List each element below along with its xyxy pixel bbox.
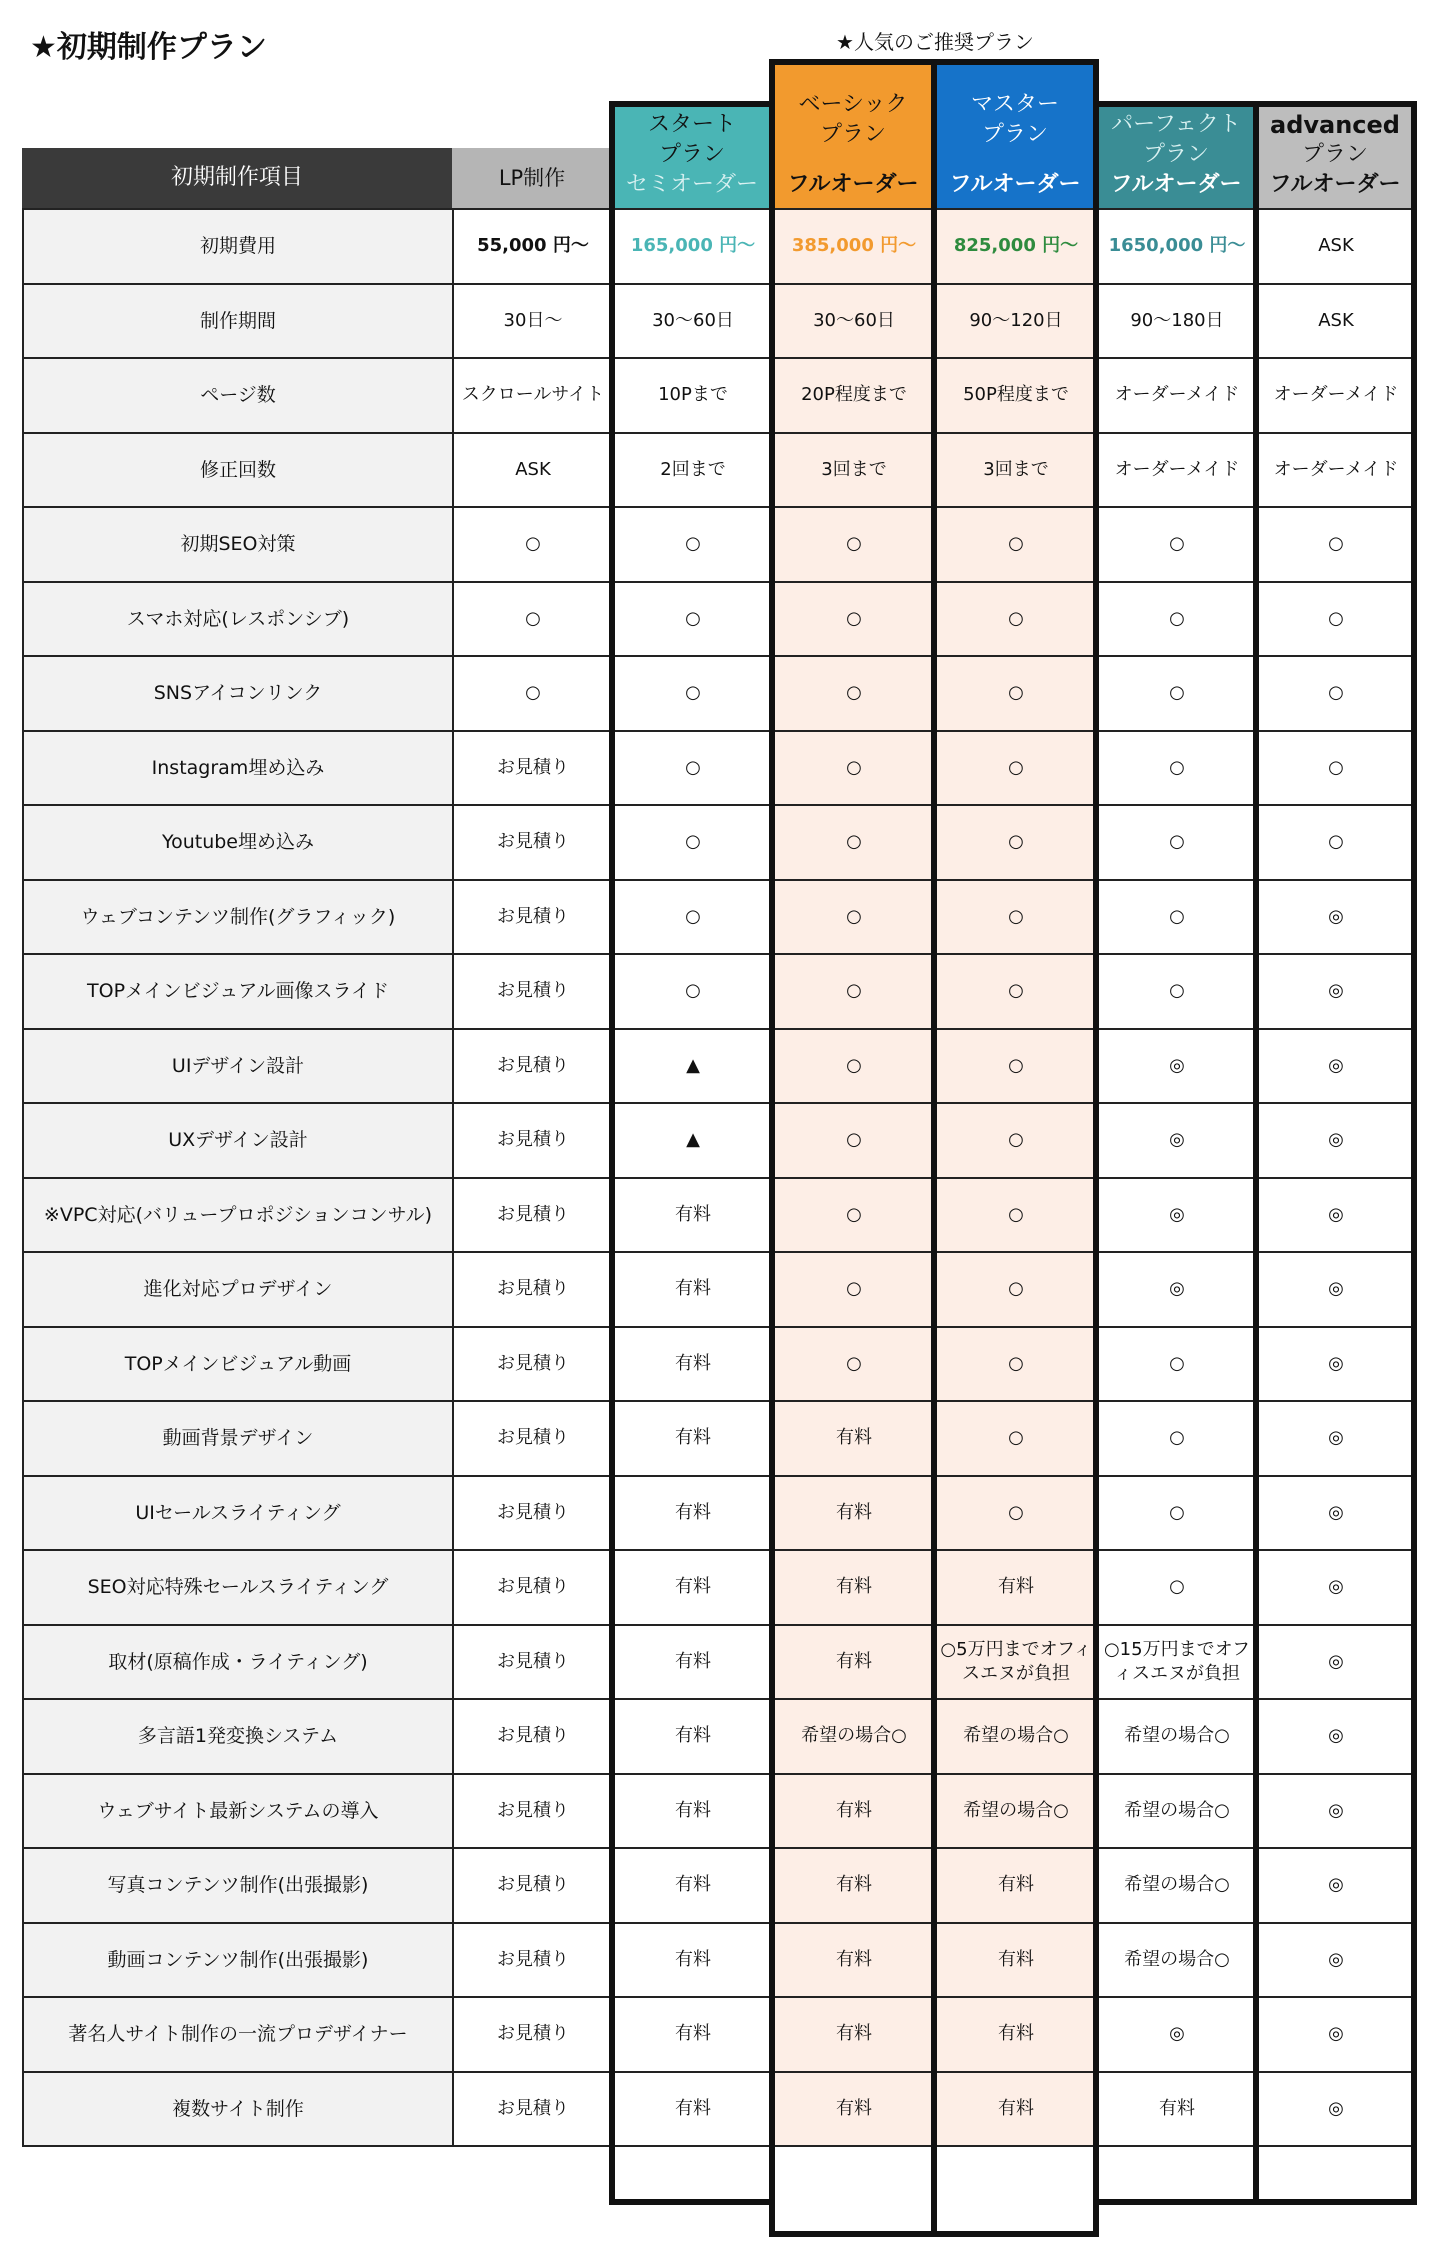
header-master	[934, 62, 1096, 208]
table-cell: ◎	[1257, 1401, 1415, 1476]
row-item-label: 複数サイト制作	[23, 2072, 453, 2147]
table-cell: 希望の場合○	[773, 1699, 935, 1774]
row-item-label: 進化対応プロデザイン	[23, 1252, 453, 1327]
table-cell: ◎	[1257, 1252, 1415, 1327]
table-cell: 有料	[935, 1550, 1097, 1625]
advanced-sub: プラン	[1301, 142, 1368, 167]
table-cell: 55,000 円〜	[453, 209, 613, 284]
table-cell: 10Pまで	[613, 358, 773, 433]
table-cell: ○15万円までオフィスエヌが負担	[1097, 1625, 1257, 1700]
table-row	[23, 1178, 1415, 1253]
table-row	[23, 507, 1415, 582]
table-cell: ○	[613, 805, 773, 880]
table-cell: ○	[773, 656, 935, 731]
table-cell: 有料	[613, 1774, 773, 1849]
row-item-label: 多言語1発変換システム	[23, 1699, 453, 1774]
table-cell: ○	[1257, 731, 1415, 806]
table-cell: ○	[1257, 656, 1415, 731]
table-cell: 有料	[935, 1848, 1097, 1923]
table-row	[23, 954, 1415, 1029]
table-cell: ASK	[1257, 284, 1415, 359]
table-cell: お見積り	[453, 805, 613, 880]
table-cell: 有料	[613, 1401, 773, 1476]
table-cell: 有料	[773, 1476, 935, 1551]
table-cell: ○	[773, 1178, 935, 1253]
table-cell: お見積り	[453, 1997, 613, 2072]
table-cell: ○	[773, 1327, 935, 1402]
table-row	[23, 284, 1415, 359]
table-cell: ○	[773, 1029, 935, 1104]
table-cell: ◎	[1257, 1774, 1415, 1849]
table-cell: ◎	[1097, 1029, 1257, 1104]
table-row	[23, 358, 1415, 433]
table-cell: 有料	[613, 1327, 773, 1402]
table-row	[23, 1550, 1415, 1625]
table-cell: ○	[613, 731, 773, 806]
table-cell: ○	[773, 507, 935, 582]
table-row	[23, 1103, 1415, 1178]
table-cell: ○	[453, 582, 613, 657]
table-cell: ○	[773, 805, 935, 880]
header-perfect	[1096, 104, 1256, 208]
table-cell: ▲	[613, 1103, 773, 1178]
page-title: ★初期制作プラン	[30, 30, 267, 65]
table-cell: ○	[935, 1401, 1097, 1476]
table-cell: ○	[935, 1327, 1097, 1402]
table-cell: お見積り	[453, 1327, 613, 1402]
table-cell: お見積り	[453, 1252, 613, 1327]
table-cell: 有料	[773, 1625, 935, 1700]
table-cell: 385,000 円〜	[773, 209, 935, 284]
table-cell: 825,000 円〜	[935, 209, 1097, 284]
header-basic	[772, 62, 934, 208]
table-cell: 有料	[613, 1550, 773, 1625]
table-cell: 有料	[613, 1923, 773, 1998]
row-item-label: ※VPC対応(バリュープロポジションコンサル)	[23, 1178, 453, 1253]
table-row	[23, 1699, 1415, 1774]
table-row	[23, 209, 1415, 284]
table-cell: ○	[935, 880, 1097, 955]
row-item-label: UXデザイン設計	[23, 1103, 453, 1178]
table-cell: オーダーメイド	[1097, 358, 1257, 433]
table-cell: ○	[1257, 507, 1415, 582]
table-cell: 有料	[935, 2072, 1097, 2147]
table-cell: 有料	[1097, 2072, 1257, 2147]
table-row	[23, 1401, 1415, 1476]
table-row	[23, 433, 1415, 508]
table-cell: ○	[1097, 954, 1257, 1029]
table-cell: お見積り	[453, 1178, 613, 1253]
header-lp-label: LP制作	[498, 166, 566, 190]
table-cell: ○	[1097, 880, 1257, 955]
table-cell: ▲	[613, 1029, 773, 1104]
table-cell: 希望の場合○	[1097, 1774, 1257, 1849]
perfect-type: フルオーダー	[1110, 172, 1242, 197]
table-cell: ○	[935, 582, 1097, 657]
table-row	[23, 1923, 1415, 1998]
table-cell: ASK	[453, 433, 613, 508]
table-cell: 有料	[613, 2072, 773, 2147]
table-cell: ◎	[1257, 1625, 1415, 1700]
table-cell: 有料	[613, 1178, 773, 1253]
table-cell: ○	[935, 1178, 1097, 1253]
table-cell: ○	[453, 507, 613, 582]
table-cell: 有料	[613, 1625, 773, 1700]
table-cell: 希望の場合○	[935, 1699, 1097, 1774]
table-cell: ○	[453, 656, 613, 731]
table-cell: ○	[1097, 1401, 1257, 1476]
table-cell: ○	[1097, 582, 1257, 657]
table-cell: お見積り	[453, 1103, 613, 1178]
table-cell: ◎	[1257, 2072, 1415, 2147]
table-cell: お見積り	[453, 1774, 613, 1849]
table-cell: ◎	[1097, 1997, 1257, 2072]
table-cell: ◎	[1257, 1103, 1415, 1178]
table-cell: 30〜60日	[613, 284, 773, 359]
table-row	[23, 1625, 1415, 1700]
row-item-label: TOPメインビジュアル画像スライド	[23, 954, 453, 1029]
table-cell: ○	[773, 1103, 935, 1178]
start-type: セミオーダー	[625, 172, 758, 197]
table-row	[23, 805, 1415, 880]
table-cell: 50P程度まで	[935, 358, 1097, 433]
table-cell: ○	[1257, 582, 1415, 657]
row-item-label: 写真コンテンツ制作(出張撮影)	[23, 1848, 453, 1923]
table-cell: 有料	[613, 1997, 773, 2072]
table-cell: 3回まで	[773, 433, 935, 508]
table-cell: ASK	[1257, 209, 1415, 284]
row-item-label: 制作期間	[23, 284, 453, 359]
row-item-label: ウェブサイト最新システムの導入	[23, 1774, 453, 1849]
table-cell: 3回まで	[935, 433, 1097, 508]
table-cell: お見積り	[453, 1550, 613, 1625]
table-cell: ○	[1097, 1550, 1257, 1625]
table-cell: 90〜180日	[1097, 284, 1257, 359]
advanced-name: advanced	[1270, 111, 1400, 139]
table-cell: ○	[1097, 1476, 1257, 1551]
table-cell: ○	[613, 954, 773, 1029]
table-cell: 有料	[613, 1848, 773, 1923]
table-cell: ◎	[1257, 1997, 1415, 2072]
table-cell: 有料	[935, 1997, 1097, 2072]
basic-type: フルオーダー	[787, 172, 919, 197]
table-cell: ○	[935, 954, 1097, 1029]
table-cell: オーダーメイド	[1097, 433, 1257, 508]
table-cell: お見積り	[453, 1923, 613, 1998]
row-item-label: SNSアイコンリンク	[23, 656, 453, 731]
table-cell: ◎	[1257, 1029, 1415, 1104]
master-name: マスター	[970, 92, 1059, 117]
row-item-label: UIセールスライティング	[23, 1476, 453, 1551]
table-cell: ○	[1257, 805, 1415, 880]
header-item-label: 初期制作項目	[170, 165, 303, 190]
table-row	[23, 1774, 1415, 1849]
table-row	[23, 1252, 1415, 1327]
table-cell: お見積り	[453, 880, 613, 955]
start-sub: プラン	[658, 142, 725, 167]
table-cell: ○	[935, 731, 1097, 806]
row-item-label: SEO対応特殊セールスライティング	[23, 1550, 453, 1625]
table-cell: 20P程度まで	[773, 358, 935, 433]
table-cell: 有料	[773, 1848, 935, 1923]
table-cell: ○	[1097, 1327, 1257, 1402]
row-item-label: 修正回数	[23, 433, 453, 508]
table-cell: ○	[773, 1252, 935, 1327]
table-cell: ○	[935, 1476, 1097, 1551]
table-cell: ◎	[1257, 1848, 1415, 1923]
table-cell: ○	[613, 507, 773, 582]
table-row	[23, 2072, 1415, 2147]
row-item-label: TOPメインビジュアル動画	[23, 1327, 453, 1402]
table-cell: ○	[935, 1252, 1097, 1327]
row-item-label: Youtube埋め込み	[23, 805, 453, 880]
row-item-label: ページ数	[23, 358, 453, 433]
basic-sub: プラン	[819, 122, 886, 147]
table-cell: ○	[773, 954, 935, 1029]
header-item-col	[22, 148, 452, 208]
table-cell: 有料	[935, 1923, 1097, 1998]
table-cell: ○	[773, 582, 935, 657]
row-item-label: 取材(原稿作成・ライティング)	[23, 1625, 453, 1700]
table-cell: お見積り	[453, 731, 613, 806]
perfect-name: パーフェクト	[1111, 112, 1241, 137]
table-row	[23, 1848, 1415, 1923]
table-cell: ○	[935, 1103, 1097, 1178]
table-cell: 30〜60日	[773, 284, 935, 359]
table-cell: 有料	[773, 2072, 935, 2147]
table-cell: ○	[613, 880, 773, 955]
row-item-label: 著名人サイト制作の一流プロデザイナー	[23, 1997, 453, 2072]
table-row	[23, 1029, 1415, 1104]
table-cell: 有料	[613, 1252, 773, 1327]
table-cell: ○	[935, 1029, 1097, 1104]
table-cell: 希望の場合○	[1097, 1699, 1257, 1774]
header-lp	[452, 148, 612, 208]
basic-name: ベーシック	[798, 92, 908, 117]
row-item-label: UIデザイン設計	[23, 1029, 453, 1104]
table-cell: ○	[1097, 731, 1257, 806]
table-cell: ◎	[1097, 1252, 1257, 1327]
table-cell: ◎	[1257, 880, 1415, 955]
table-cell: 有料	[773, 1923, 935, 1998]
table-cell: 有料	[773, 1550, 935, 1625]
table-row	[23, 656, 1415, 731]
row-item-label: 初期費用	[23, 209, 453, 284]
table-cell: ○	[773, 731, 935, 806]
table-row	[23, 731, 1415, 806]
table-cell: 有料	[773, 1401, 935, 1476]
row-item-label: 動画背景デザイン	[23, 1401, 453, 1476]
table-cell: 2回まで	[613, 433, 773, 508]
table-cell: ○	[1097, 805, 1257, 880]
table-cell: オーダーメイド	[1257, 433, 1415, 508]
table-cell: スクロールサイト	[453, 358, 613, 433]
advanced-type: フルオーダー	[1269, 172, 1401, 197]
table-cell: ◎	[1257, 1476, 1415, 1551]
table-cell: ◎	[1257, 1699, 1415, 1774]
header-start	[612, 104, 772, 208]
table-cell: お見積り	[453, 1476, 613, 1551]
table-cell: お見積り	[453, 2072, 613, 2147]
table-cell: 希望の場合○	[1097, 1848, 1257, 1923]
table-cell: ○5万円までオフィスエヌが負担	[935, 1625, 1097, 1700]
row-item-label: スマホ対応(レスポンシブ)	[23, 582, 453, 657]
table-cell: 有料	[613, 1476, 773, 1551]
plan-table	[22, 208, 1416, 2147]
table-cell: お見積り	[453, 1848, 613, 1923]
table-cell: ◎	[1257, 1327, 1415, 1402]
table-row	[23, 1327, 1415, 1402]
table-cell: 有料	[773, 1997, 935, 2072]
table-row	[23, 1476, 1415, 1551]
table-cell: お見積り	[453, 954, 613, 1029]
row-item-label: Instagram埋め込み	[23, 731, 453, 806]
table-cell: お見積り	[453, 1699, 613, 1774]
table-cell: ◎	[1257, 1178, 1415, 1253]
table-cell: 30日〜	[453, 284, 613, 359]
row-item-label: 初期SEO対策	[23, 507, 453, 582]
table-cell: ○	[613, 582, 773, 657]
row-item-label: ウェブコンテンツ制作(グラフィック)	[23, 880, 453, 955]
recommend-label: ★人気のご推奨プラン	[836, 30, 1034, 54]
table-row	[23, 880, 1415, 955]
table-cell: ○	[1097, 507, 1257, 582]
table-cell: オーダーメイド	[1257, 358, 1415, 433]
table-cell: ○	[773, 880, 935, 955]
table-cell: 165,000 円〜	[613, 209, 773, 284]
master-type: フルオーダー	[949, 172, 1081, 197]
table-cell: ◎	[1257, 1550, 1415, 1625]
table-cell: 有料	[773, 1774, 935, 1849]
master-sub: プラン	[981, 122, 1048, 147]
table-cell: 希望の場合○	[935, 1774, 1097, 1849]
table-cell: ○	[935, 656, 1097, 731]
table-cell: 有料	[613, 1699, 773, 1774]
header-advanced	[1256, 104, 1414, 208]
table-row	[23, 582, 1415, 657]
table-cell: 希望の場合○	[1097, 1923, 1257, 1998]
table-cell: ○	[613, 656, 773, 731]
table-cell: 1650,000 円〜	[1097, 209, 1257, 284]
table-cell: お見積り	[453, 1625, 613, 1700]
table-cell: ○	[1097, 656, 1257, 731]
table-cell: ◎	[1097, 1178, 1257, 1253]
table-cell: ◎	[1257, 1923, 1415, 1998]
table-cell: 90〜120日	[935, 284, 1097, 359]
table-cell: ◎	[1257, 954, 1415, 1029]
start-name: スタート	[647, 112, 736, 137]
table-cell: ○	[935, 805, 1097, 880]
table-cell: お見積り	[453, 1029, 613, 1104]
table-cell: ○	[935, 507, 1097, 582]
row-item-label: 動画コンテンツ制作(出張撮影)	[23, 1923, 453, 1998]
table-cell: お見積り	[453, 1401, 613, 1476]
table-cell: ◎	[1097, 1103, 1257, 1178]
perfect-sub: プラン	[1142, 142, 1209, 167]
table-row	[23, 1997, 1415, 2072]
